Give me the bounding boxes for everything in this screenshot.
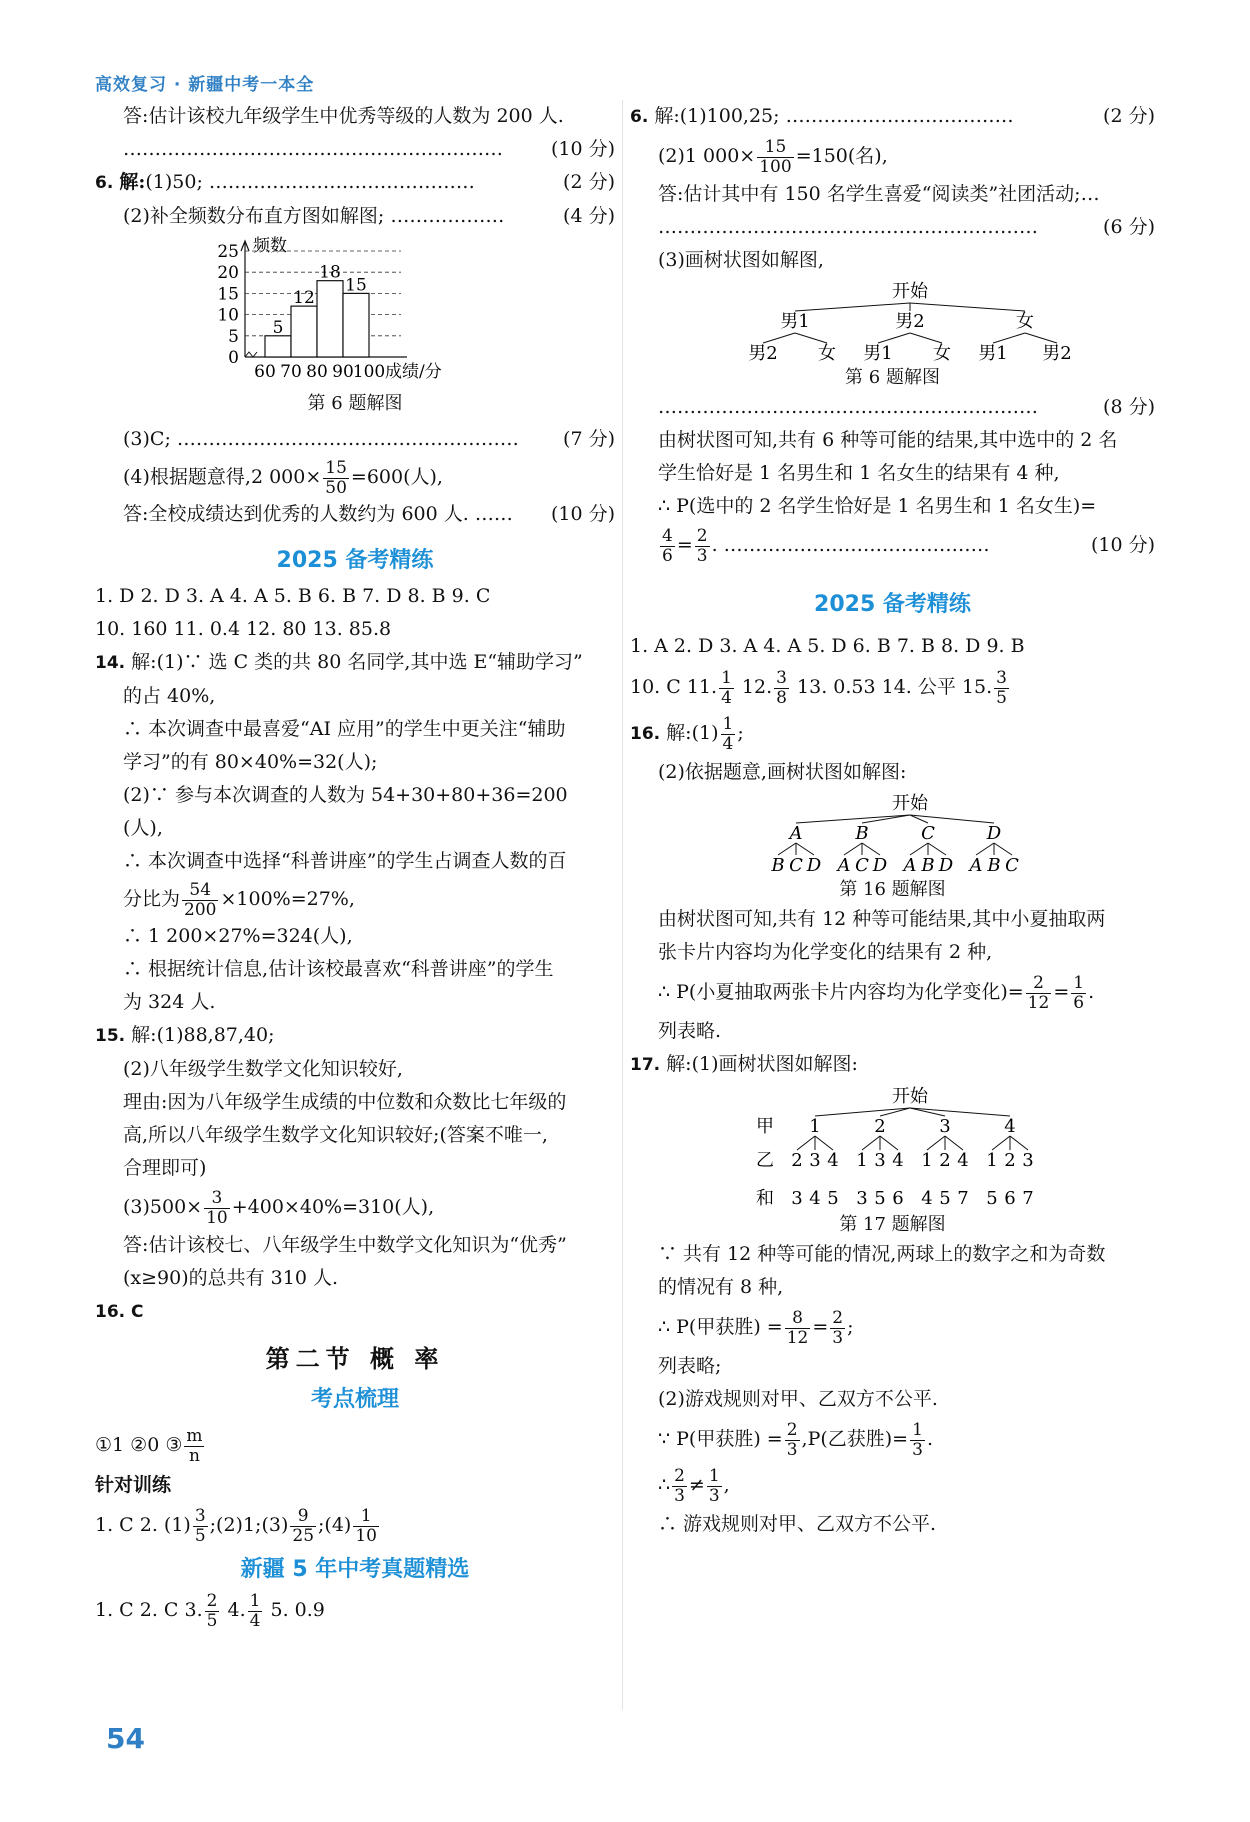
q16-answer: 16. C <box>95 1302 144 1322</box>
q14-line6: (人), <box>123 817 163 839</box>
tree17-node: 4 <box>1004 1116 1016 1137</box>
tree6-branch <box>910 333 942 343</box>
tree16-branch <box>910 843 928 855</box>
x-tick-label: 70 <box>280 362 302 382</box>
q6-line3: (3)C; ……………………………………………… (7 分) <box>123 428 615 450</box>
x-axis-label: 成绩/分 <box>385 362 442 382</box>
tree6-branch <box>993 333 1025 343</box>
tree6-branch <box>763 333 795 343</box>
r-q17-line8: ∴ $\frac{2}{3}$ ≠ $\frac{1}{3}$ , <box>658 1465 730 1506</box>
tree17-sum: 4 <box>921 1188 933 1209</box>
r-q16-line4: 张卡片内容均为化学变化的结果有 2 种, <box>658 941 993 963</box>
q15-line1: 15. 解:(1)88,87,40; <box>95 1024 275 1046</box>
xinjiang-answers: 1. C 2. C 3. $\frac{2}{5}$ 4. $\frac{1}{4}$ 5. 0.9 <box>95 1590 325 1631</box>
r-mc-row2: 10. C 11. $\frac{1}{4}$ 12. $\frac{3}{8}$ 13. 0.53 14. 公平 15. $\frac{3}{5}$ <box>630 667 1007 708</box>
x-tick-label: 80 <box>306 362 328 382</box>
tree17-leaf: 4 <box>892 1150 904 1171</box>
tree16-leaf: D <box>872 855 888 876</box>
section-probability-title: 第二节 概 率 <box>265 1344 445 1373</box>
tree17-row-label: 甲 <box>756 1116 774 1137</box>
q15-line7: 答:估计该校七、八年级学生中数学文化知识为“优秀” <box>123 1234 567 1256</box>
tree16-leaf: B <box>921 855 935 876</box>
y-tick-label: 20 <box>217 263 239 284</box>
tree6-leaf: 女 <box>933 343 951 364</box>
tree6-leaf: 男1 <box>863 343 893 364</box>
y-tick-label: 0 <box>228 348 239 368</box>
r-q6-line7: 由树状图可知,共有 6 种等可能的结果,其中选中的 2 名 <box>658 429 1118 451</box>
tree17-row-label: 和 <box>756 1188 774 1209</box>
right-column <box>630 100 1155 1541</box>
zhendui-title: 针对训练 <box>95 1474 172 1496</box>
tree17-branch <box>862 1136 880 1150</box>
x-tick-label: 100 <box>352 362 386 382</box>
tree16-node: A <box>789 823 803 844</box>
tree17-sum: 5 <box>874 1188 886 1209</box>
q15-line4: 高,所以八年级学生数学文化知识较好;(答案不唯一, <box>123 1124 548 1146</box>
r-q6-line2: (2)1 000× $\frac{15}{100}$ =150(名), <box>658 136 888 177</box>
y-tick-label: 5 <box>228 326 239 347</box>
tree16-root: 开始 <box>892 793 928 814</box>
tree17-caption: 第 17 题解图 <box>839 1214 946 1235</box>
tree16-leaf: C <box>1005 855 1019 876</box>
tree6-node: 男1 <box>780 311 810 332</box>
axis-break <box>245 352 257 357</box>
q14-line8: 分比为 $\frac{54}{200}$ ×100%=27%, <box>123 879 355 920</box>
tree16-branch <box>994 843 1012 855</box>
tree16-branch <box>796 843 814 855</box>
tree17-sum: 3 <box>856 1188 868 1209</box>
tree17-row-label: 乙 <box>756 1150 774 1171</box>
q14-line4: 学习”的有 80×40%=32(人); <box>123 751 378 773</box>
q5-answer: 答:估计该校九年级学生中优秀等级的人数为 200 人. <box>123 105 564 127</box>
q6-line1: 6. 解:(1)50; …………………………………… (2 分) <box>95 171 615 193</box>
tree16-leaf: A <box>903 855 917 876</box>
tree17-node: 1 <box>809 1116 821 1137</box>
r-q6-line3: 答:估计其中有 150 名学生喜爱“阅读类”社团活动;… <box>658 183 1100 205</box>
tree16-branch <box>778 843 796 855</box>
q15-line8: (x≥90)的总共有 310 人. <box>123 1267 339 1289</box>
r-q17-line3: 的情况有 8 种, <box>658 1276 784 1298</box>
tree16-caption: 第 16 题解图 <box>839 879 946 900</box>
tree-diagram-q6 <box>630 277 1155 365</box>
tree16-leaf: B <box>771 855 785 876</box>
tree17-sum: 6 <box>892 1188 904 1209</box>
tree17-leaf: 3 <box>874 1150 886 1171</box>
tree17-leaf: 1 <box>921 1150 933 1171</box>
left-column <box>95 100 615 1633</box>
tree6-branch <box>878 333 910 343</box>
mc-answers-row1: 1. D 2. D 3. A 4. A 5. B 6. B 7. D 8. B 9. C <box>95 585 491 607</box>
r-q17-line7: ∵ P(甲获胜) = $\frac{2}{3}$ ,P(乙获胜)= $\frac{1}{3}$ . <box>658 1419 933 1460</box>
tree17-leaf: 1 <box>986 1150 998 1171</box>
kaodian-title: 考点梳理 <box>310 1387 399 1412</box>
tree6-root: 开始 <box>892 281 928 302</box>
tree6-leaf: 男1 <box>978 343 1008 364</box>
r-q17-line5: 列表略; <box>658 1355 722 1377</box>
kaodian-answers: ①1 ②0 ③ $\frac{m}{n}$ <box>95 1425 203 1466</box>
r-section-title-2025: 2025 备考精练 <box>814 592 971 617</box>
r-q16-line2: (2)依据题意,画树状图如解图: <box>658 761 907 783</box>
tree6-branch <box>1025 333 1057 343</box>
y-tick-label: 15 <box>217 284 239 305</box>
r-q6-line4: …………………………………………………… (6 分) <box>658 216 1155 238</box>
tree17-sum: 6 <box>1004 1188 1016 1209</box>
zhendui-answers: 1. C 2. (1) $\frac{3}{5}$ ;(2)1;(3) $\frac{9}{25}$ ;(4) $\frac{1}{10}$ <box>95 1505 377 1546</box>
running-header: 高效复习 · 新疆中考一本全 <box>95 75 315 95</box>
r-q6-line6: …………………………………………………… (8 分) <box>658 396 1155 418</box>
q15-line6: (3)500× $\frac{3}{10}$ +400×40%=310(人), <box>123 1187 435 1228</box>
r-q16-line5: ∴ P(小夏抽取两张卡片内容均为化学变化)= $\frac{2}{12}$ = $\frac{1}{6}$ . <box>658 972 1095 1013</box>
bar-value-label: 5 <box>272 317 284 338</box>
q14-line11: 为 324 人. <box>123 991 216 1013</box>
tree16-branch <box>862 843 880 855</box>
tree16-branch <box>796 815 910 823</box>
xinjiang-title: 新疆 5 年中考真题精选 <box>240 1557 470 1582</box>
tree16-leaf: C <box>789 855 803 876</box>
histogram-bar <box>265 336 291 357</box>
tree6-branch <box>910 303 1025 311</box>
r-q17-line2: ∵ 共有 12 种等可能的情况,两球上的数字之和为奇数 <box>658 1243 1106 1265</box>
histogram-chart <box>95 233 615 391</box>
tree6-branch <box>795 333 827 343</box>
tree17-sum: 5 <box>986 1188 998 1209</box>
tree-diagram-q17 <box>630 1082 1155 1212</box>
histogram-bar <box>317 281 343 357</box>
r-q16-line3: 由树状图可知,共有 12 种等可能结果,其中小夏抽取两 <box>658 908 1106 930</box>
q14-line2: 的占 40%, <box>123 685 216 707</box>
tree16-leaf: B <box>987 855 1001 876</box>
r-q6-line10: $\frac{4}{6}$ = $\frac{2}{3}$ . …………………………………… (10 分) <box>662 525 1155 566</box>
tree17-branch <box>880 1136 898 1150</box>
tree17-sum: 7 <box>1022 1188 1034 1209</box>
tree17-branch <box>945 1136 963 1150</box>
tree17-root: 开始 <box>892 1086 928 1107</box>
tree16-leaf: A <box>969 855 983 876</box>
tree16-leaf: D <box>806 855 822 876</box>
x-tick-label: 60 <box>254 362 276 382</box>
tree6-caption: 第 6 题解图 <box>845 367 940 388</box>
tree6-leaf: 女 <box>818 343 836 364</box>
r-q17-line4: ∴ P(甲获胜) = $\frac{8}{12}$ = $\frac{2}{3}$ ; <box>658 1307 854 1348</box>
page-number: 54 <box>106 1722 145 1755</box>
tree17-leaf: 3 <box>809 1150 821 1171</box>
column-divider <box>622 100 623 1710</box>
q14-line5: (2)∵ 参与本次调查的人数为 54+30+80+36=200 <box>123 784 568 806</box>
tree17-branch <box>797 1136 815 1150</box>
r-q6-line8: 学生恰好是 1 名男生和 1 名女生的结果有 4 种, <box>658 462 1060 484</box>
tree17-branch <box>927 1136 945 1150</box>
tree17-leaf: 1 <box>856 1150 868 1171</box>
tree-diagram-q16 <box>630 789 1155 877</box>
q14-line9: ∴ 1 200×27%=324(人), <box>123 925 353 947</box>
q15-line2: (2)八年级学生数学文化知识较好, <box>123 1058 403 1080</box>
tree6-leaf: 男2 <box>748 343 778 364</box>
tree17-sum: 5 <box>827 1188 839 1209</box>
tree17-sum: 5 <box>939 1188 951 1209</box>
q14-line10: ∴ 根据统计信息,估计该校最喜欢“科普讲座”的学生 <box>123 958 554 980</box>
tree17-node: 2 <box>874 1116 886 1137</box>
q14-line1: 14. 解:(1)∵ 选 C 类的共 80 名同学,其中选 E“辅助学习” <box>95 651 583 673</box>
histogram-bar <box>343 293 369 357</box>
tree6-leaf: 男2 <box>1042 343 1072 364</box>
tree16-node: D <box>986 823 1002 844</box>
tree17-branch <box>992 1136 1010 1150</box>
y-axis-label: 频数 <box>253 236 287 256</box>
tree17-leaf: 2 <box>939 1150 951 1171</box>
r-q16-line6: 列表略. <box>658 1020 722 1042</box>
bar-value-label: 15 <box>345 275 367 296</box>
x-tick-label: 90 <box>332 362 354 382</box>
tree16-node: C <box>921 823 935 844</box>
tree17-branch <box>815 1136 833 1150</box>
r-q6-line5: (3)画树状图如解图, <box>658 249 824 271</box>
bar-value-label: 12 <box>293 288 315 309</box>
r-q17-line6: (2)游戏规则对甲、乙双方不公平. <box>658 1388 938 1410</box>
tree17-sum: 4 <box>809 1188 821 1209</box>
q6-line2: (2)补全频数分布直方图如解图; ……………… (4 分) <box>123 205 615 227</box>
mc-answers-row2: 10. 160 11. 0.4 12. 80 13. 85.8 <box>95 618 392 640</box>
r-q17-line1: 17. 解:(1)画树状图如解图: <box>630 1053 858 1075</box>
tree17-sum: 3 <box>791 1188 803 1209</box>
q6-line5: 答:全校成绩达到优秀的人数约为 600 人. …… (10 分) <box>123 503 615 525</box>
tree16-branch <box>910 815 994 823</box>
r-q17-line9: ∴ 游戏规则对甲、乙双方不公平. <box>658 1513 937 1535</box>
tree6-node: 男2 <box>895 311 925 332</box>
r-q16-line1: 16. 解:(1) $\frac{1}{4}$ ; <box>630 713 744 754</box>
tree17-branch <box>1010 1136 1028 1150</box>
tree6-node: 女 <box>1016 311 1034 332</box>
tree16-branch <box>928 843 946 855</box>
q14-line3: ∴ 本次调查中最喜爱“AI 应用”的学生中更关注“辅助 <box>123 718 566 740</box>
q15-line5: 合理即可) <box>123 1157 207 1179</box>
tree16-leaf: A <box>837 855 851 876</box>
r-q6-line9: ∴ P(选中的 2 名学生恰好是 1 名男生和 1 名女生)= <box>658 495 1097 517</box>
tree17-leaf: 2 <box>1004 1150 1016 1171</box>
q5-score-line: …………………………………………………… (10 分) <box>123 138 615 160</box>
tree16-node: B <box>855 823 869 844</box>
bar-value-label: 18 <box>319 262 341 283</box>
q6-chart-caption: 第 6 题解图 <box>307 393 403 414</box>
tree16-leaf: D <box>938 855 954 876</box>
tree17-branch <box>910 1108 1010 1116</box>
q14-line7: ∴ 本次调查中选择“科普讲座”的学生占调查人数的百 <box>123 850 567 872</box>
tree17-leaf: 4 <box>957 1150 969 1171</box>
q6-line4: (4)根据题意得,2 000× $\frac{15}{50}$ =600(人), <box>123 457 443 498</box>
tree17-node: 3 <box>939 1116 951 1137</box>
section-title-2025: 2025 备考精练 <box>276 548 434 573</box>
r-mc-row1: 1. A 2. D 3. A 4. A 5. D 6. B 7. B 8. D 9. B <box>630 635 1025 657</box>
tree6-branch <box>795 303 910 311</box>
q15-line3: 理由:因为八年级学生成绩的中位数和众数比七年级的 <box>123 1091 567 1113</box>
tree17-leaf: 3 <box>1022 1150 1034 1171</box>
y-tick-label: 10 <box>217 305 239 326</box>
tree16-branch <box>976 843 994 855</box>
tree16-branch <box>844 843 862 855</box>
histogram-bar <box>291 306 317 357</box>
tree17-leaf: 2 <box>791 1150 803 1171</box>
tree16-leaf: C <box>855 855 869 876</box>
r-q6-line1: 6. 解:(1)100,25; ……………………………… (2 分) <box>630 105 1155 127</box>
y-tick-label: 25 <box>217 242 239 262</box>
tree17-sum: 7 <box>957 1188 969 1209</box>
tree17-leaf: 4 <box>827 1150 839 1171</box>
